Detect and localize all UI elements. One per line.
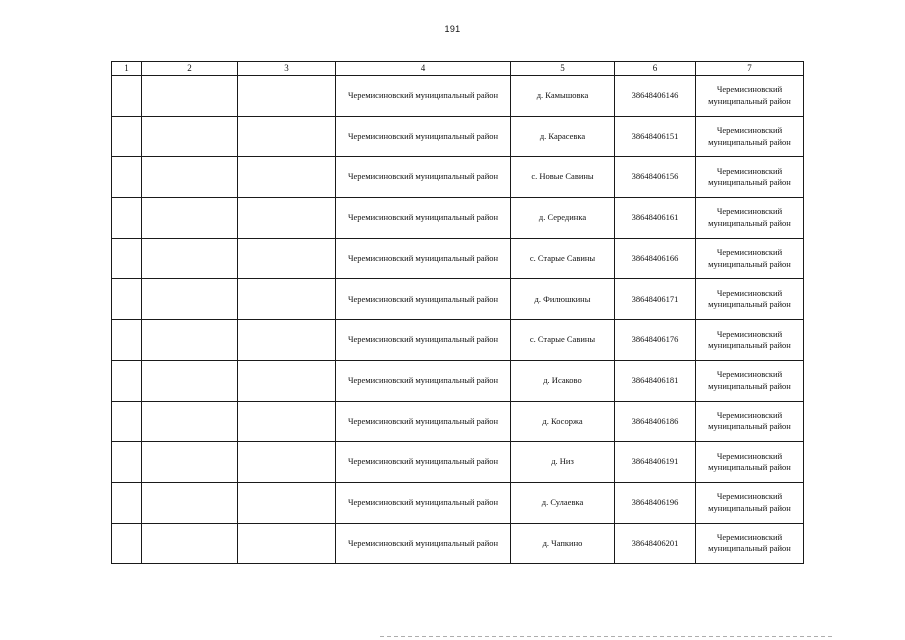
table-cell-col-4: Черемисиновский муниципальный район <box>336 157 511 198</box>
table-cell-col-3 <box>238 198 336 239</box>
table-row <box>112 320 804 361</box>
table-cell-col-1 <box>112 320 142 361</box>
table-cell-col-7: Черемисиновский муниципальный район <box>696 238 804 279</box>
table-cell-col-4: Черемисиновский муниципальный район <box>336 279 511 320</box>
table-cell-col-7: Черемисиновский муниципальный район <box>696 76 804 117</box>
table-row <box>112 482 804 523</box>
table-row <box>112 198 804 239</box>
table-cell-col-2 <box>142 482 238 523</box>
table-cell-col-5: с. Старые Савины <box>511 320 615 361</box>
table-cell-col-7: Черемисиновский муниципальный район <box>696 279 804 320</box>
table-cell-col-5: д. Косоржа <box>511 401 615 442</box>
table-cell-col-7: Черемисиновский муниципальный район <box>696 523 804 564</box>
table-cell-col-2 <box>142 360 238 401</box>
table-cell-col-7: Черемисиновский муниципальный район <box>696 360 804 401</box>
table-cell-col-5: д. Камышовка <box>511 76 615 117</box>
table-cell-col-4: Черемисиновский муниципальный район <box>336 116 511 157</box>
table-cell-col-5: с. Новые Савины <box>511 157 615 198</box>
column-header-4: 4 <box>336 62 511 76</box>
table-row <box>112 360 804 401</box>
column-header-7: 7 <box>696 62 804 76</box>
table-row <box>112 116 804 157</box>
table-cell-col-3 <box>238 157 336 198</box>
column-header-6: 6 <box>615 62 696 76</box>
table-cell-col-1 <box>112 198 142 239</box>
table-cell-col-3 <box>238 442 336 483</box>
table-cell-col-5: с. Старые Савины <box>511 238 615 279</box>
table-cell-col-3 <box>238 320 336 361</box>
table-cell-col-4: Черемисиновский муниципальный район <box>336 198 511 239</box>
table-cell-col-2 <box>142 523 238 564</box>
table-row <box>112 401 804 442</box>
table-cell-col-3 <box>238 523 336 564</box>
column-header-1: 1 <box>112 62 142 76</box>
table-cell-col-4: Черемисиновский муниципальный район <box>336 360 511 401</box>
table-cell-col-2 <box>142 401 238 442</box>
column-header-2: 2 <box>142 62 238 76</box>
table-cell-col-1 <box>112 76 142 117</box>
table-cell-col-1 <box>112 442 142 483</box>
table-cell-col-6: 38648406196 <box>615 482 696 523</box>
table-cell-col-2 <box>142 198 238 239</box>
table-cell-col-7: Черемисиновский муниципальный район <box>696 157 804 198</box>
table-cell-col-5: д. Филюшкины <box>511 279 615 320</box>
table-row <box>112 523 804 564</box>
table-cell-col-4: Черемисиновский муниципальный район <box>336 442 511 483</box>
table-cell-col-2 <box>142 116 238 157</box>
table-body <box>112 76 804 564</box>
table-cell-col-1 <box>112 157 142 198</box>
table-cell-col-7: Черемисиновский муниципальный район <box>696 442 804 483</box>
table-cell-col-2 <box>142 442 238 483</box>
table-cell-col-4: Черемисиновский муниципальный район <box>336 401 511 442</box>
column-header-5: 5 <box>511 62 615 76</box>
table-row <box>112 157 804 198</box>
table-row <box>112 279 804 320</box>
table-cell-col-2 <box>142 157 238 198</box>
table-cell-col-5: д. Сулаевка <box>511 482 615 523</box>
table-row <box>112 238 804 279</box>
scan-artifact-line <box>380 636 835 637</box>
table-row <box>112 442 804 483</box>
table-cell-col-7: Черемисиновский муниципальный район <box>696 401 804 442</box>
table-cell-col-1 <box>112 116 142 157</box>
table-cell-col-7: Черемисиновский муниципальный район <box>696 320 804 361</box>
table-cell-col-4: Черемисиновский муниципальный район <box>336 238 511 279</box>
table-cell-col-1 <box>112 238 142 279</box>
table-cell-col-1 <box>112 523 142 564</box>
table-cell-col-5: д. Чапкино <box>511 523 615 564</box>
table-cell-col-7: Черемисиновский муниципальный район <box>696 482 804 523</box>
table-cell-col-1 <box>112 401 142 442</box>
table-cell-col-6: 38648406176 <box>615 320 696 361</box>
table-cell-col-2 <box>142 279 238 320</box>
table-cell-col-2 <box>142 76 238 117</box>
header-row <box>112 62 804 76</box>
table-cell-col-6: 38648406151 <box>615 116 696 157</box>
table-cell-col-5: д. Исаково <box>511 360 615 401</box>
table-cell-col-3 <box>238 482 336 523</box>
table-cell-col-7: Черемисиновский муниципальный район <box>696 116 804 157</box>
table-cell-col-3 <box>238 116 336 157</box>
table-cell-col-1 <box>112 360 142 401</box>
table-header <box>112 62 804 76</box>
table-cell-col-5: д. Серединка <box>511 198 615 239</box>
page-number: 191 <box>444 24 461 34</box>
table-row <box>112 76 804 117</box>
table-cell-col-4: Черемисиновский муниципальный район <box>336 482 511 523</box>
table-cell-col-4: Черемисиновский муниципальный район <box>336 523 511 564</box>
table-cell-col-1 <box>112 482 142 523</box>
table-cell-col-5: д. Карасевка <box>511 116 615 157</box>
table-cell-col-3 <box>238 76 336 117</box>
table-cell-col-3 <box>238 279 336 320</box>
table-cell-col-6: 38648406161 <box>615 198 696 239</box>
table-cell-col-6: 38648406191 <box>615 442 696 483</box>
table-cell-col-5: д. Низ <box>511 442 615 483</box>
table-cell-col-3 <box>238 360 336 401</box>
table-cell-col-6: 38648406201 <box>615 523 696 564</box>
column-header-3: 3 <box>238 62 336 76</box>
table-cell-col-2 <box>142 238 238 279</box>
table-cell-col-4: Черемисиновский муниципальный район <box>336 76 511 117</box>
table-cell-col-3 <box>238 238 336 279</box>
table-cell-col-1 <box>112 279 142 320</box>
registry-table <box>111 61 804 564</box>
table-cell-col-3 <box>238 401 336 442</box>
table-cell-col-2 <box>142 320 238 361</box>
table-cell-col-6: 38648406166 <box>615 238 696 279</box>
table-cell-col-6: 38648406146 <box>615 76 696 117</box>
table-cell-col-7: Черемисиновский муниципальный район <box>696 198 804 239</box>
table-cell-col-6: 38648406156 <box>615 157 696 198</box>
table-cell-col-4: Черемисиновский муниципальный район <box>336 320 511 361</box>
table-cell-col-6: 38648406186 <box>615 401 696 442</box>
table-cell-col-6: 38648406181 <box>615 360 696 401</box>
table-cell-col-6: 38648406171 <box>615 279 696 320</box>
